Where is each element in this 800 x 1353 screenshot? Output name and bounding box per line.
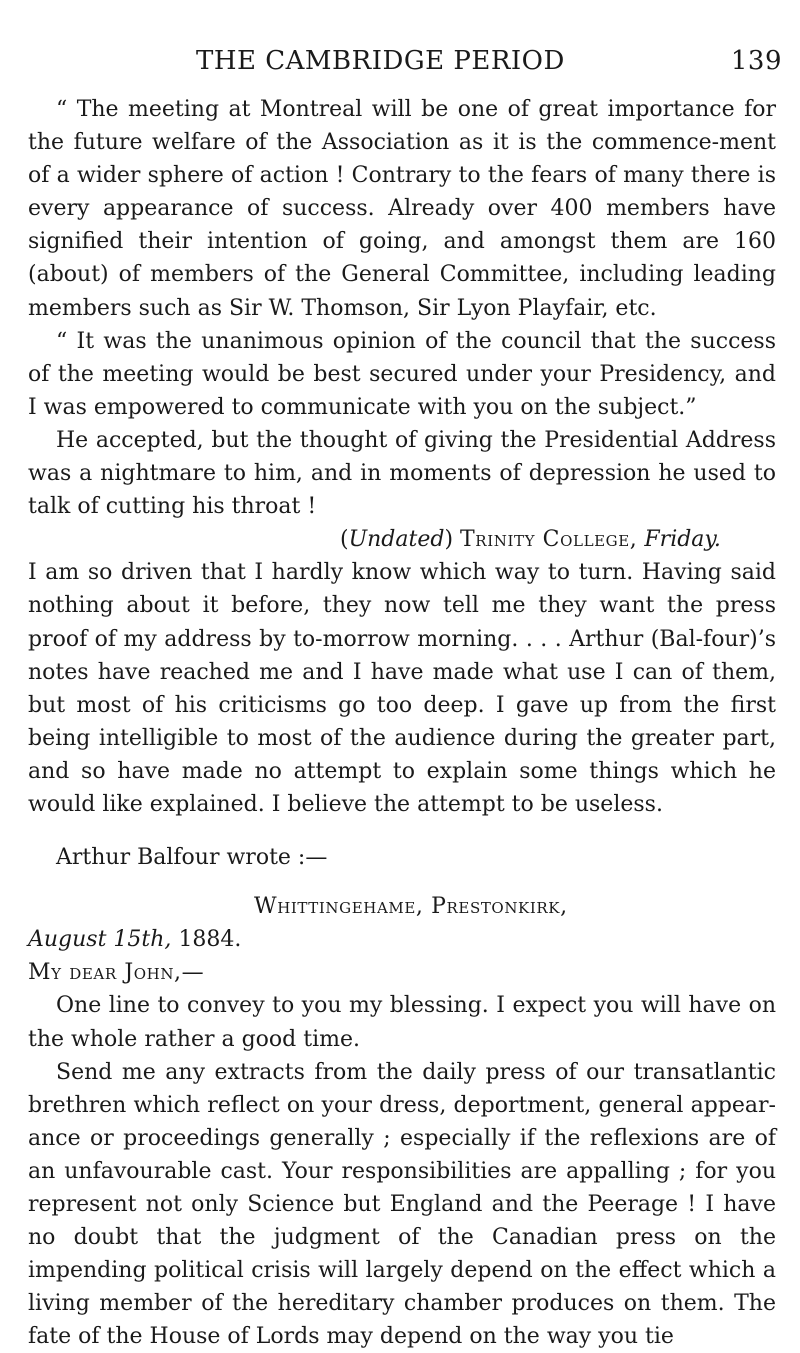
letter-date-month: August 15th, (28, 927, 172, 953)
paragraph-send-extracts: Send me any extracts from the daily press of our transatlantic brethren which reflect on your dress, deportment, general appear-ance or proceedings generally ; especially if the reflexions are of an unfavourable cast. Your responsibilities are appalling ; for you represent not only Science but England and the Peerage ! I have no doubt that the judgment of the Canadian press on the impending political crisis will largely depend on the effect which a living member of the hereditary chamber produces on them. The fate of the House of Lords may depend on the way you tie (28, 1059, 776, 1350)
trinity-college-label: Trinity College, (460, 527, 638, 553)
letter-salutation: My dear John,— (28, 960, 205, 986)
paragraph-council-opinion: “ It was the unanimous opinion of the council that the success of the meeting would be best secured under your Presidency, and I was empowered to communicate with you on the subject.” (28, 328, 776, 420)
paragraph-accepted: He accepted, but the thought of giving the Presidential Address was a nightmare to him, and in moments of depression he used to talk of cutting his throat ! (28, 427, 776, 520)
friday-label: Friday. (644, 527, 721, 553)
letter-date-year: 1884. (178, 927, 242, 953)
paragraph-balfour-wrote: Arthur Balfour wrote :— (56, 845, 328, 871)
paragraph-montreal-meeting: “ The meeting at Montreal will be one of great importance for the future welfare of the Association as it is the commence-ment of a wider sphere of action ! Contrary to the fears of many there is every appearance of success. Already over 400 members have signified their intention of going, and amongst them are 160 (about) of members of the General Committee, including leading members such as Sir W. Thomson, Sir Lyon Playfair, etc. (28, 97, 776, 321)
body-text (28, 93, 776, 1353)
letter-date (28, 923, 776, 956)
paragraph-one-line: One line to convey to you my blessing. I expect you will have on the whole rather a good time. (28, 993, 776, 1052)
running-head (196, 46, 788, 82)
running-title: THE CAMBRIDGE PERIOD (196, 46, 565, 76)
page-number: 139 (730, 46, 782, 76)
letter-address: Whittingehame, Prestonkirk, (254, 894, 568, 920)
letter-heading-trinity: (Undated) Trinity College, Friday. (340, 527, 721, 553)
undated-label: Undated (348, 527, 445, 553)
paragraph-so-driven: I am so driven that I hardly know which way to turn. Having said nothing about it before, they now tell me they want the press proof of my address by to-morrow morning. . . . Arthur (Bal-four)’s notes have reached me and I have made what use I can of them, but most of his criticisms go too deep. I gave up from the first being intelligible to most of the audience during the greater part, and so have made no attempt to explain some things which he would like explained. I believe the attempt to be useless. (28, 560, 776, 817)
